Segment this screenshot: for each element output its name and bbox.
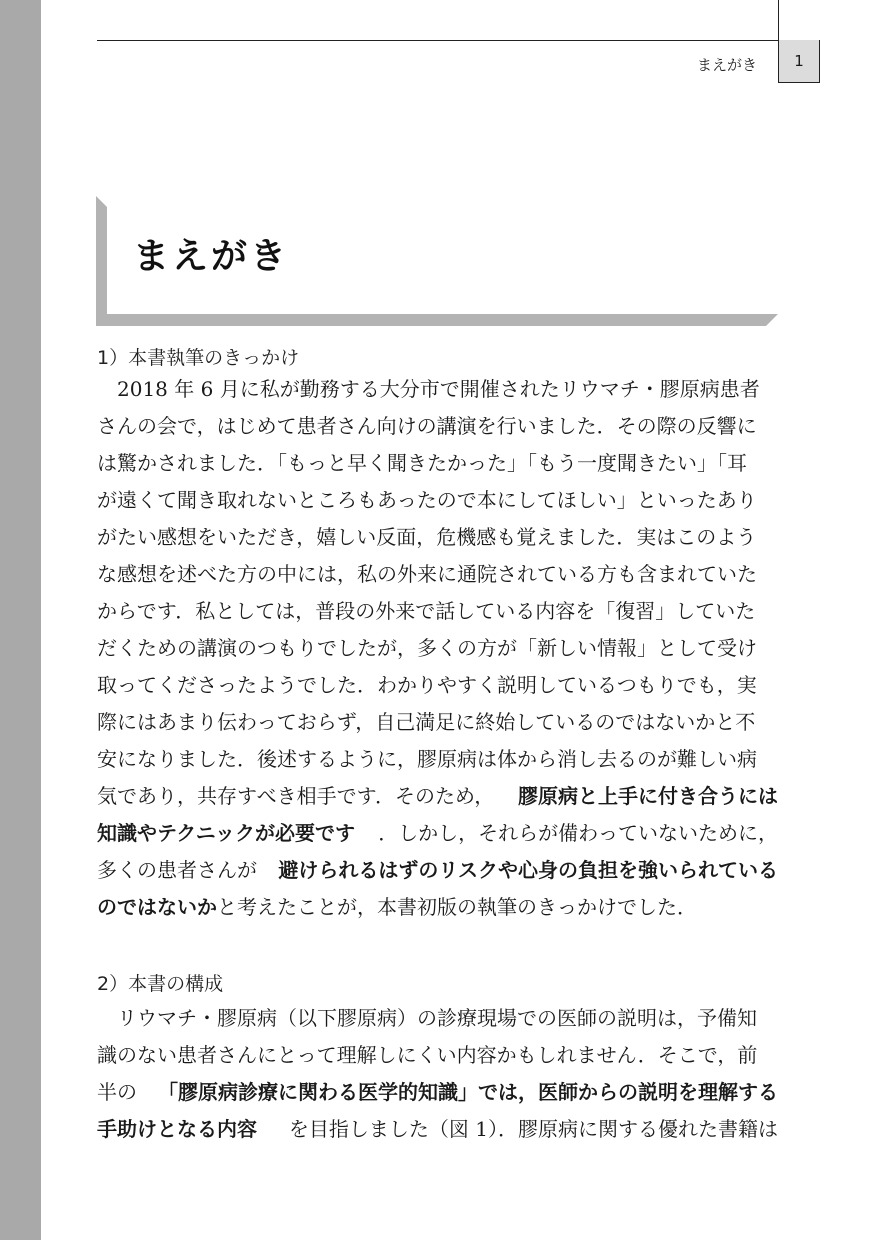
- body-line: 安になりました．後述するように，膠原病は体から消し去るのが難しい病: [97, 747, 757, 771]
- body-line-mixed: [97, 1082, 778, 1102]
- body-line-mixed: [97, 1119, 778, 1139]
- body-line: 際にはあまり伝わっておらず，自己満足に終始しているのではないかと不: [97, 710, 756, 734]
- body-line: 識のない患者さんにとって理解しにくい内容かもしれません．そこで，前: [97, 1043, 758, 1067]
- body-line: さんの会で，はじめて患者さん向けの講演を行いました．その際の反響に: [97, 414, 757, 438]
- body-line: だくための講演のつもりでしたが，多くの方が「新しい情報」として受け: [97, 636, 757, 660]
- body-bold-text: 避けられるはずのリスクや心身の負担を強いられている: [278, 858, 778, 882]
- body-text: ．しかし，それらが備わっていないために，: [378, 821, 778, 845]
- body-text: 半の: [97, 1080, 137, 1104]
- body-line: からです．私としては，普段の外来で話している内容を「復習」していた: [97, 599, 756, 623]
- body-line-mixed: [97, 860, 778, 880]
- body-line: な感想を述べた方の中には，私の外来に通院されている方も含まれていた: [97, 562, 757, 586]
- body-line-mixed: [97, 786, 778, 806]
- body-line: がたい感想をいただき，嬉しい反面，危機感も覚えました．実はこのよう: [97, 525, 757, 549]
- body-bold-text: 知識やテクニックが必要です: [97, 821, 355, 845]
- header-rule: [97, 40, 778, 41]
- body-line: が遠くて聞き取れないところもあったので本にしてほしい」といったあり: [97, 488, 757, 512]
- body-text: を目指しました（図 1）．膠原病に関する優れた書籍は: [288, 1117, 778, 1141]
- body-line-mixed: [97, 823, 778, 843]
- body-bold-text: 膠原病と上手に付き合うには: [518, 784, 778, 808]
- body-bold-text: 手助けとなる内容: [97, 1117, 257, 1141]
- header-tab-line: [778, 0, 779, 41]
- body-bold-text: 「膠原病診療に関わる医学的知識」では，医師からの説明を理解する: [158, 1080, 778, 1104]
- page-side-band: [0, 0, 41, 1240]
- body-line: リウマチ・膠原病（以下膠原病）の診療現場での医師の説明は，予備知: [97, 1006, 757, 1030]
- running-head-title: まえがき: [696, 56, 757, 74]
- body-line: 2018 年 6 月に私が勤務する大分市で開催されたリウマチ・膠原病患者: [97, 377, 760, 401]
- section-heading-2: 2）本書の構成: [97, 973, 224, 995]
- page-number: 1: [778, 40, 820, 83]
- body-bold-text: のではないか: [97, 895, 217, 919]
- chapter-title-box: [96, 196, 778, 326]
- chapter-title: まえがき: [133, 236, 290, 277]
- body-line: 取ってくださったようでした．わかりやすく説明しているつもりでも，実: [97, 673, 757, 697]
- body-line: は驚かされました．「もっと早く聞きたかった」「もう一度聞きたい」「耳: [97, 451, 747, 475]
- body-text: 気であり，共存すべき相手です．そのため，: [97, 784, 495, 808]
- body-line-mixed: [97, 897, 778, 917]
- body-text: と考えたことが，本書初版の執筆のきっかけでした．: [217, 895, 697, 919]
- section-heading-1: 1）本書執筆のきっかけ: [97, 347, 300, 369]
- body-text: 多くの患者さんが: [97, 858, 257, 882]
